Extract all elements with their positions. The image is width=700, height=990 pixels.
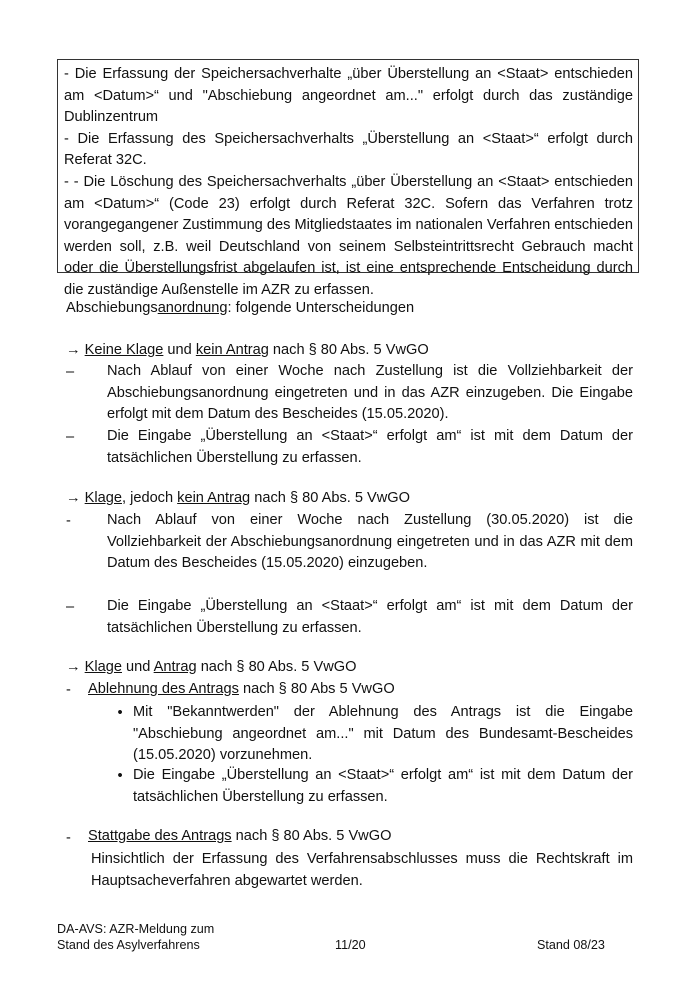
note-paragraph-1: - Die Erfassung der Speichersachverhalte „über Überstellung an <Staat> entschieden am <Datum>“ und "Abschiebung angeordnet am..." erfolgt durch das zuständige Dublinzentrum: [64, 66, 633, 126]
dash-marker: -: [66, 830, 71, 846]
bullet-marker: •: [117, 768, 123, 784]
dash-marker: –: [66, 429, 75, 445]
dash-marker: -: [66, 682, 71, 698]
case3-sub2-heading: Stattgabe des Antrags nach § 80 Abs. 5 VwGO: [88, 828, 392, 844]
footer-right: Stand 08/23: [537, 938, 605, 952]
dash-marker: –: [66, 599, 75, 615]
note-box: [57, 59, 639, 298]
note-paragraph-2: - Die Erfassung des Speichersachverhalts „Überstellung an <Staat>“ erfolgt durch Referat 32C.: [64, 130, 633, 169]
case3-heading: → Klage und Antrag nach § 80 Abs. 5 VwGO: [66, 659, 357, 675]
arrow-right-icon: →: [66, 342, 81, 358]
case3-bullet-1: Mit "Bekanntwerden" der Ablehnung des Antrags ist die Eingabe "Abschiebung angeordnet am..." mit Datum des Bundesamt-Bescheides (15.05.2020) vorzunehmen.: [133, 704, 633, 763]
case1-heading: → Keine Klage und kein Antrag nach § 80 Abs. 5 VwGO: [66, 342, 429, 358]
case1-item-2: Die Eingabe „Überstellung an <Staat>“ erfolgt am“ ist mit dem Datum der tatsächlichen Überstellung zu erfassen.: [107, 428, 633, 466]
case3-sub2-text: Hinsichtlich der Erfassung des Verfahrensabschlusses muss die Rechtskraft im Hauptsacheverfahren abgewartet werden.: [91, 851, 633, 889]
arrow-right-icon: →: [66, 659, 81, 675]
case2-item-1: Nach Ablauf von einer Woche nach Zustellung (30.05.2020) ist die Vollziehbarkeit der Abschiebungsanordnung eingetreten und in das AZR mit dem Datum des Bescheides (15.05.2020) einzugeben.: [107, 512, 633, 571]
note-paragraph-3: - - Die Löschung des Speichersachverhalts „über Überstellung an <Staat> entschieden am <Datum>“ (Code 23) erfolgt durch Referat 32C. Sofern das Verfahren trotz vorangegangener Zustimmung des Mitgliedstaates im nationalen Verfahren entschieden werden soll, z.B. weil Deutschland von seinem Selbsteintrittsrecht Gebrauch macht oder die Überstellungsfrist abgelaufen ist, ist eine entsprechende Entscheidung durch die zuständige Außenstelle im AZR zu erfassen.: [64, 173, 633, 298]
case2-heading: → Klage, jedoch kein Antrag nach § 80 Abs. 5 VwGO: [66, 490, 410, 506]
case3-bullet-2: Die Eingabe „Überstellung an <Staat>“ erfolgt am“ ist mit dem Datum der tatsächlichen Überstellung zu erfassen.: [133, 767, 633, 805]
case2-item-2: Die Eingabe „Überstellung an <Staat>“ erfolgt am“ ist mit dem Datum der tatsächlichen Überstellung zu erfassen.: [107, 598, 633, 636]
footer-left: DA-AVS: AZR-Meldung zum Stand des Asylverfahrens: [57, 922, 215, 952]
case3-sub1-heading: Ablehnung des Antrags nach § 80 Abs 5 VwGO: [88, 681, 395, 697]
bullet-marker: •: [117, 705, 123, 721]
footer-page-number: 11/20: [335, 938, 366, 952]
case1-item-1: Nach Ablauf von einer Woche nach Zustellung ist die Vollziehbarkeit der Abschiebungsanordnung eingetreten und in das AZR einzugeben. Die Eingabe erfolgt mit dem Datum des Bescheides (15.05.2020).: [107, 363, 633, 422]
dash-marker: –: [66, 364, 75, 380]
arrow-right-icon: →: [66, 490, 81, 506]
section-intro: Abschiebungsanordnung: folgende Unterscheidungen: [66, 300, 415, 316]
dash-marker: -: [66, 513, 71, 529]
